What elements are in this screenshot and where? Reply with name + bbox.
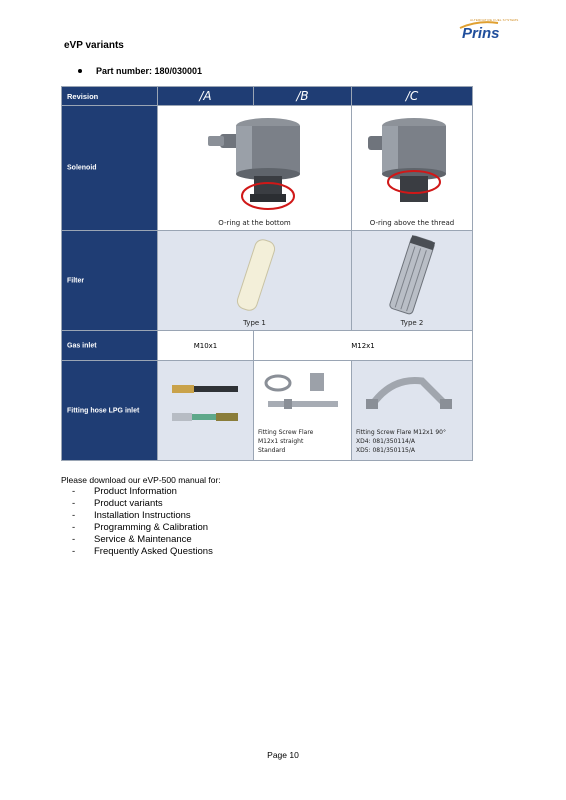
fitting-hose-image bbox=[158, 361, 254, 459]
fitting-notes-b bbox=[258, 428, 313, 455]
fitting-c-line3: XD5: 081/350115/A bbox=[356, 447, 415, 454]
solenoid-c-cell bbox=[352, 106, 473, 231]
revision-a: /A bbox=[158, 87, 254, 106]
gas-inlet-a: M10x1 bbox=[158, 331, 254, 361]
fitting-label: Fitting hose LPG inlet bbox=[62, 361, 158, 461]
solenoid-ab-cell bbox=[158, 106, 352, 231]
filter-c-cell bbox=[352, 231, 473, 331]
prins-logo bbox=[452, 18, 524, 44]
fitting-c-line2: XD4: 081/350114/A bbox=[356, 438, 415, 445]
part-number: Part number: 180/030001 bbox=[96, 66, 203, 76]
revision-row bbox=[62, 87, 473, 106]
logo-tagline: ALTERNATIVE FUEL SYSTEMS bbox=[470, 18, 519, 22]
list-item: - Programming & Calibration bbox=[72, 522, 209, 533]
solenoid-row bbox=[62, 106, 473, 231]
fitting-b-line1: Fitting Screw Flare bbox=[258, 429, 314, 436]
solenoid-image bbox=[158, 106, 352, 218]
fitting-b-line3: Standard bbox=[258, 447, 286, 454]
page-number: Page 10 bbox=[267, 750, 299, 760]
fitting-b-cell bbox=[254, 361, 352, 461]
variants-table bbox=[61, 86, 473, 461]
gas-inlet-bc: M12x1 bbox=[254, 331, 473, 361]
revision-label: Revision bbox=[62, 87, 158, 106]
list-item: - Installation Instructions bbox=[72, 510, 191, 521]
part-number-item bbox=[78, 66, 202, 76]
logo-name: Prins bbox=[462, 25, 500, 42]
solenoid-label: Solenoid bbox=[62, 106, 158, 231]
revision-c: /C bbox=[352, 87, 473, 106]
fitting-elbow-image bbox=[352, 361, 473, 431]
revision-b: /B bbox=[254, 87, 352, 106]
filter-row bbox=[62, 231, 473, 331]
fitting-c-cell bbox=[352, 361, 473, 461]
fitting-c-line1: Fitting Screw Flare M12x1 90° bbox=[356, 429, 446, 436]
fitting-b-line2: M12x1 straight bbox=[258, 438, 304, 445]
gas-inlet-label: Gas inlet bbox=[62, 331, 158, 361]
fitting-notes-c bbox=[356, 428, 446, 455]
list-item: - Service & Maintenance bbox=[72, 534, 192, 545]
fitting-a-cell bbox=[158, 361, 254, 461]
filter-caption-c: Type 2 bbox=[400, 319, 424, 327]
page-title: eVP variants bbox=[64, 40, 124, 51]
filter-label: Filter bbox=[62, 231, 158, 331]
gas-inlet-row bbox=[62, 331, 473, 361]
fitting-row bbox=[62, 361, 473, 461]
filter-type1-image bbox=[158, 231, 352, 319]
solenoid-c-image bbox=[352, 106, 473, 218]
bullet-icon bbox=[78, 69, 82, 73]
list-item: - Frequently Asked Questions bbox=[72, 546, 213, 557]
fitting-straight-image bbox=[254, 361, 352, 431]
filter-caption-ab: Type 1 bbox=[243, 319, 266, 327]
filter-ab-cell bbox=[158, 231, 352, 331]
list-item: - Product variants bbox=[72, 498, 163, 509]
filter-type2-image bbox=[352, 231, 473, 319]
list-item: - Product Information bbox=[72, 486, 177, 497]
manual-list bbox=[72, 486, 213, 558]
solenoid-caption-ab: O-ring at the bottom bbox=[218, 219, 291, 227]
solenoid-caption-c: O-ring above the thread bbox=[369, 219, 455, 227]
download-text: Please download our eVP-500 manual for: bbox=[61, 475, 221, 485]
